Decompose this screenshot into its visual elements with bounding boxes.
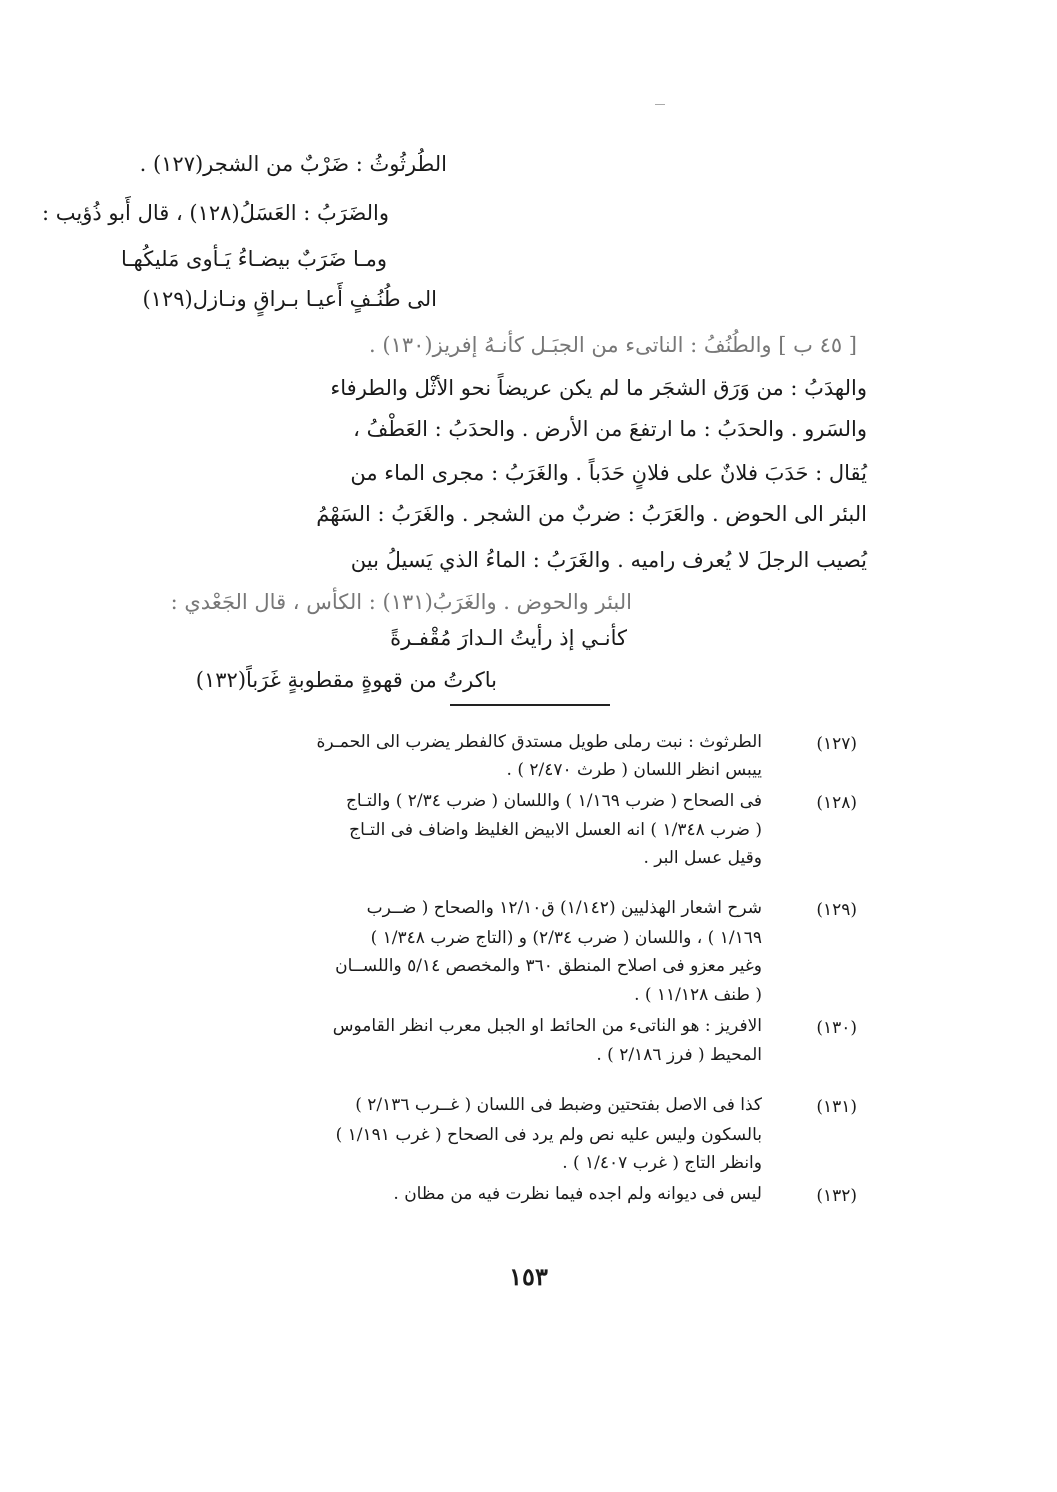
- text-line: يُقال : حَدَبَ فلانٌ على فلانٍ حَدَباً . والغَرَبُ : مجرى الماء من: [350, 461, 867, 485]
- text-line: والهدَبُ : من وَرَق الشجَر ما لم يكن عريضاً نحو الأثْل والطرفاء: [330, 376, 867, 400]
- footnote-number: (١٣١): [816, 1097, 857, 1117]
- footnote-number: (١٣٠): [816, 1018, 857, 1038]
- footnote-line: ( طنف ١١/١٢٨ ) .: [634, 985, 762, 1005]
- footnote-number: (١٣٢): [816, 1186, 857, 1206]
- scan-mark: [655, 104, 665, 105]
- footnote-number: (١٢٩): [816, 900, 857, 920]
- text-line: والضَرَبُ : العَسَلُ(١٢٨) ، قال أَبو ذُؤيب :: [41, 201, 389, 225]
- footnote-line: كذا فى الاصل بفتحتين وضبط فى اللسان ( غــرب ٢/١٣٦ ): [355, 1095, 762, 1115]
- text-line: [ ٤٥ ب ] والطُنُفُ : الناتىء من الجبَـل كأنـهُ إفريز(١٣٠) .: [369, 333, 857, 357]
- text-line: الطُرثُوثُ : ضَرْبٌ من الشجر(١٢٧) .: [139, 152, 447, 176]
- footnote-line: شرح اشعار الهذليين (١/١٤٢) ق١٢/١٠ والصحاح ( ضــرب: [366, 898, 762, 918]
- footnote-separator: [450, 704, 610, 706]
- verse-hemistich: كأنـي إذ رأيتُ الـدارَ مُقْفـرةً: [390, 626, 627, 650]
- footnote-line: ١/١٦٩ ) ، واللسان ( ضرب ٢/٣٤) و (التاج ضرب ١/٣٤٨ ): [370, 928, 762, 948]
- footnote-line: وانظر التاج ( غرب ١/٤٠٧ ) .: [562, 1153, 762, 1173]
- verse-hemistich: باكرتُ من قهوةٍ مقطوبةٍ غَرَباً(١٣٢): [195, 668, 497, 692]
- footnote-line: وغير معزو فى اصلاح المنطق ٣٦٠ والمخصص ٥/١٤ واللســان: [335, 956, 762, 976]
- footnote-line: فى الصحاح ( ضرب ١/١٦٩ ) واللسان ( ضرب ٢/٣٤ ) والتـاج: [345, 791, 762, 811]
- text-line: يُصيب الرجلَ لا يُعرف راميه . والغَرَبُ : الماءُ الذي يَسيلُ بين: [350, 548, 867, 572]
- text-line: البئر والحوض . والغَرَبُ(١٣١) : الكأس ، قال الجَعْدي :: [170, 590, 632, 614]
- footnote-line: وقيل عسل البر .: [643, 848, 762, 868]
- footnote-line: الافريز : هو الناتىء من الحائط او الجبل معرب انظر القاموس: [332, 1016, 762, 1036]
- footnote-line: ييبس انظر اللسان ( طرث ٢/٤٧٠ ) .: [506, 760, 762, 780]
- page-number: ١٥٣: [509, 1262, 548, 1291]
- footnote-line: المحيط ( فرز ٢/١٨٦ ) .: [596, 1045, 762, 1065]
- footnote-line: الطرثوث : نبت رملى طويل مستدق كالفطر يضرب الى الحمـرة: [316, 732, 762, 752]
- footnote-line: بالسكون وليس عليه نص ولم يرد فى الصحاح ( غرب ١/١٩١ ): [335, 1125, 762, 1145]
- text-line: والسَرو . والحدَبُ : ما ارتفعَ من الأرض . والحدَبُ : العَطْفُ ،: [353, 417, 867, 441]
- text-line: البئر الى الحوض . والعَرَبُ : ضربٌ من الشجر . والغَرَبُ : السَهْمُ: [316, 502, 867, 526]
- footnote-line: ليس فى ديوانه ولم اجده فيما نظرت فيه من مظان .: [393, 1184, 762, 1204]
- footnote-number: (١٢٧): [816, 734, 857, 754]
- verse-hemistich: الى طُنُـفٍ أَعيـا بـراقٍ ونـازل(١٢٩): [142, 287, 437, 311]
- verse-hemistich: ومـا ضَرَبٌ بيضـاءُ يَـأوى مَليكُهـا: [121, 247, 387, 271]
- footnote-line: ( ضرب ١/٣٤٨ ) انه العسل الابيض الغليظ واضاف فى التـاج: [349, 820, 762, 840]
- footnote-number: (١٢٨): [816, 793, 857, 813]
